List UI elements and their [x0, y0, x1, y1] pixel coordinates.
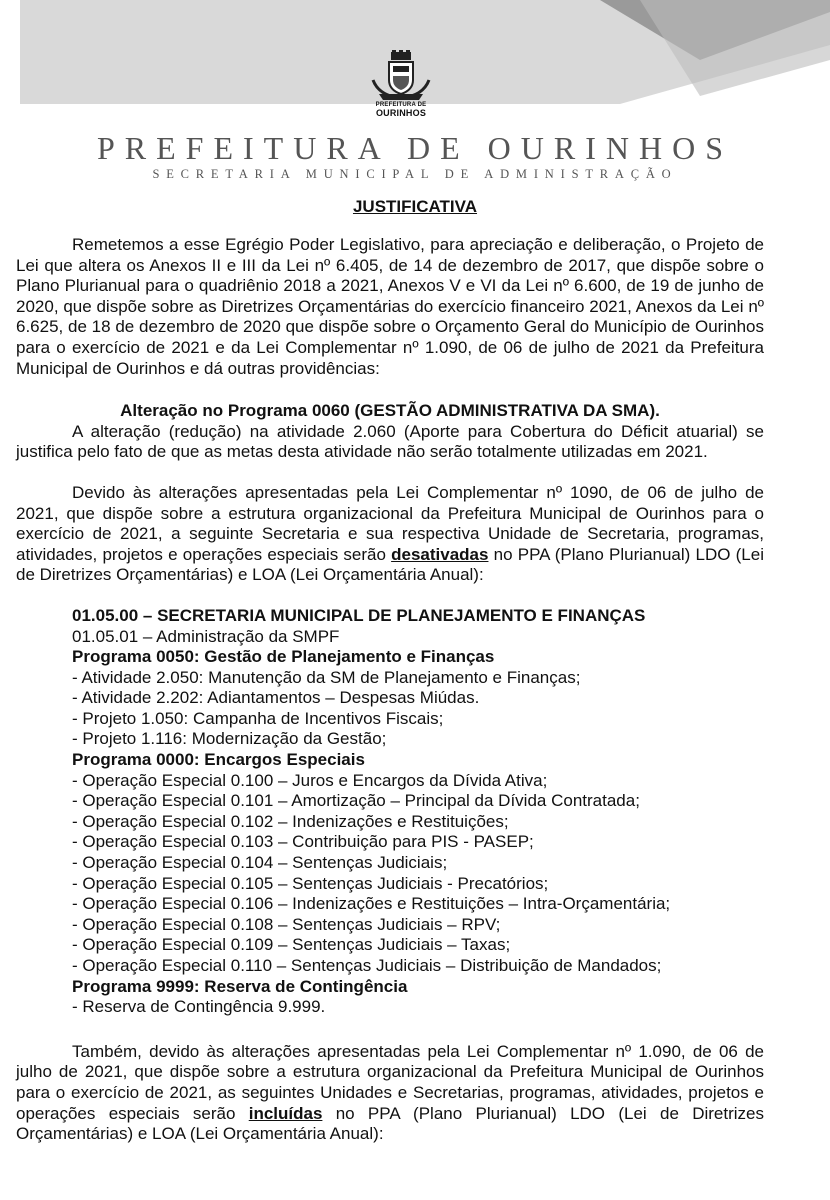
list-item: - Operação Especial 0.100 – Juros e Encargos da Dívida Ativa;	[72, 770, 548, 790]
list-item: - Atividade 2.050: Manutenção da SM de Planejamento e Finanças;	[72, 667, 581, 687]
list-item: - Operação Especial 0.109 – Sentenças Judiciais – Taxas;	[72, 935, 511, 955]
list-item: - Operação Especial 0.101 – Amortização – Principal da Dívida Contratada;	[72, 791, 640, 811]
list-item: - Atividade 2.202: Adiantamentos – Despesas Miúdas.	[72, 688, 480, 708]
paragraph-deactivated-tail: no PPA (Plano Plurianual) LDO (Lei de Diretrizes Orçamentárias) e LOA (Lei Orçamentária Anual):	[16, 544, 764, 585]
crest-caption	[365, 102, 437, 118]
list-item: - Operação Especial 0.105 – Sentenças Judiciais - Precatórios;	[72, 873, 549, 893]
list-item: - Reserva de Contingência 9.999.	[72, 997, 326, 1017]
spacer	[16, 463, 764, 483]
paragraph-intro: Remetemos a esse Egrégio Poder Legislativo, para apreciação e deliberação, o Projeto de Lei que altera os Anexos II e III da Lei nº 6.405, de 14 de dezembro de 2017, que dispõe sobre o Plano Plurianual para o quadriênio 2018 a 2021, Anexos V e VI da Lei nº 6.600, de 19 de junho de 2020, que dispõe sobre as Diretrizes Orçamentárias do exercício financeiro 2021, Anexos da Lei nº 6.625, de 18 de dezembro de 2020 que dispõe sobre o Orçamento Geral do Município de Ourinhos para o exercício de 2021 e da Lei Complementar nº 1.090, de 06 de julho de 2021 da Prefeitura Municipal de Ourinhos e dá outras providências:	[16, 235, 764, 378]
crest-emblem-icon	[365, 50, 437, 102]
list-item: - Operação Especial 0.108 – Sentenças Judiciais – RPV;	[72, 914, 501, 934]
paragraph-deactivated-text: Devido às alterações apresentadas pela Lei Complementar nº 1090, de 06 de julho de 2021, que dispõe sobre a estrutura organizacional da Prefeitura Municipal de Ourinhos para o exercício de 2021, a seguinte Secretaria e sua respectiva Unidade de Secretaria, programas, atividades, projetos e operações especiais serão	[16, 482, 764, 564]
programa-9999-line: Programa 9999: Reserva de Contingência	[72, 976, 408, 996]
city-crest	[365, 50, 437, 120]
program-change-title: Alteração no Programa 0060 (GESTÃO ADMINISTRATIVA DA SMA).	[120, 401, 660, 421]
list-item: - Operação Especial 0.106 – Indenizações e Restituições – Intra-Orçamentária;	[72, 894, 671, 914]
programa-0050-name: : Gestão de Planejamento e Finanças	[193, 647, 495, 667]
list-item: - Operação Especial 0.103 – Contribuição para PIS - PASEP;	[72, 832, 534, 852]
list-item: - Projeto 1.050: Campanha de Incentivos Fiscais;	[72, 708, 444, 728]
unidade-line: 01.05.01 – Administração da SMPF	[72, 626, 340, 646]
crest-caption-big: OURINHOS	[375, 108, 427, 118]
programa-0050-line	[72, 647, 764, 668]
included-emphasis: incluídas	[248, 1103, 323, 1123]
paragraph-included-text: Também, devido às alterações apresentadas pela Lei Complementar nº 1.090, de 06 de julho de 2021, que dispõe sobre a estrutura organizacional da Prefeitura Municipal de Ourinhos para o exercício de 2021, as seguintes Unidades e Secretarias, programas, atividades, projetos e operações especiais serão	[16, 1041, 764, 1123]
programa-0050-code: Programa 0050	[72, 647, 194, 667]
spacer	[16, 1018, 764, 1042]
paragraph-included-tail: no PPA (Plano Plurianual) LDO (Lei de Diretrizes Orçamentárias) e LOA (Lei Orçamentária Anual):	[16, 1103, 764, 1144]
list-item: - Operação Especial 0.104 – Sentenças Judiciais;	[72, 853, 448, 873]
document-body	[16, 235, 764, 1145]
paragraph-justification: A alteração (redução) na atividade 2.060 (Aporte para Cobertura do Déficit atuarial) se justifica pelo fato de que as metas desta atividade não serão totalmente utilizadas em 2021.	[16, 421, 764, 462]
document-heading: JUSTIFICATIVA	[352, 197, 478, 216]
paragraph-deactivated	[16, 483, 764, 586]
deactivated-list	[72, 606, 764, 1018]
programa-0000-line: Programa 0000: Encargos Especiais	[72, 750, 365, 770]
crest-caption-small: PREFEITURA DE	[375, 102, 427, 108]
secretaria-line: 01.05.00 – SECRETARIA MUNICIPAL DE PLANEJAMENTO E FINANÇAS	[72, 605, 646, 625]
deactivated-emphasis: desativadas	[391, 544, 489, 564]
list-item: - Operação Especial 0.110 – Sentenças Judiciais – Distribuição de Mandados;	[72, 956, 662, 975]
list-item: - Operação Especial 0.102 – Indenizações e Restituições;	[72, 811, 509, 831]
org-title: PREFEITURA DE OURINHOS	[96, 130, 734, 166]
paragraph-included	[16, 1042, 764, 1145]
org-subtitle: SECRETARIA MUNICIPAL DE ADMINISTRAÇÃO	[152, 167, 678, 181]
list-item: - Projeto 1.116: Modernização da Gestão;	[72, 729, 387, 749]
